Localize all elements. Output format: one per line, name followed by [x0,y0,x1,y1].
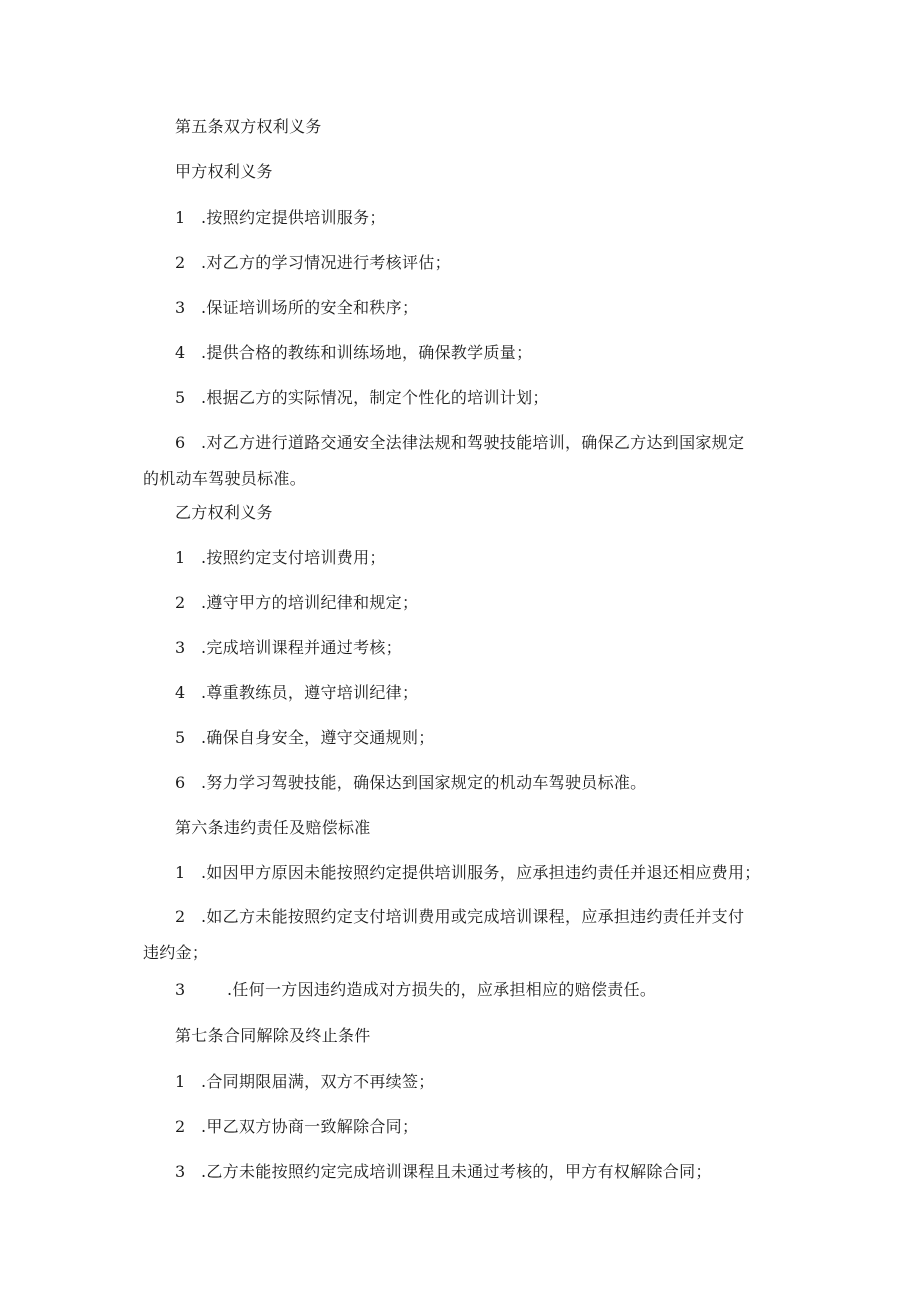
item-number: 2 [175,907,186,926]
s7-item-1 [175,1071,435,1093]
party-a-item-5 [175,387,549,409]
s7-item-2 [175,1116,418,1138]
item-text: .对乙方的学习情况进行考核评估； [201,253,451,272]
item-text: .确保自身安全，遵守交通规则； [201,728,435,747]
item-text: .尊重教练员，遵守培训纪律； [201,683,419,702]
party-b-item-2 [175,592,418,614]
item-number: 1 [175,208,186,227]
party-b-title: 乙方权利义务 [175,503,273,522]
party-b-item-3 [175,637,402,659]
item-number: 5 [175,728,186,747]
item-number: 1 [175,863,186,882]
item-number: 3 [175,980,186,999]
item-number: 2 [175,1117,186,1136]
item-text: .按照约定提供培训服务； [201,208,386,227]
item-number: 1 [175,548,186,567]
section-7-title: 第七条合同解除及终止条件 [175,1026,371,1045]
party-a-item-1 [175,207,386,229]
item-text-continued: 的机动车驾驶员标准。 [143,469,307,488]
item-text: .完成培训课程并通过考核； [201,638,402,657]
item-text: .保证培训场所的安全和秩序； [201,298,419,317]
party-a-item-3 [175,297,418,319]
party-a-item-6 [143,425,785,497]
item-number: 2 [175,593,186,612]
item-number: 4 [175,683,186,702]
item-text: .任何一方因违约造成对方损失的，应承担相应的赔偿责任。 [227,980,657,999]
item-text: .甲乙双方协商一致解除合同； [201,1117,419,1136]
item-text: .提供合格的教练和训练场地，确保教学质量； [201,343,533,362]
item-text: .遵守甲方的培训纪律和规定； [201,593,419,612]
item-text: .按照约定支付培训费用； [201,548,386,567]
party-b-item-6 [175,772,647,794]
party-a-item-2 [175,252,451,274]
party-a-title: 甲方权利义务 [175,162,273,181]
section-5-title: 第五条双方权利义务 [175,117,322,136]
item-text: .如因甲方原因未能按照约定提供培训服务，应承担违约责任并退还相应费用； [201,863,761,882]
item-number: 2 [175,253,186,272]
item-text-continued: 违约金； [143,943,209,962]
s6-item-1 [175,862,761,884]
item-number: 1 [175,1072,186,1091]
item-text: .根据乙方的实际情况，制定个性化的培训计划； [201,388,549,407]
s6-item-2 [143,899,785,971]
item-text: .努力学习驾驶技能，确保达到国家规定的机动车驾驶员标准。 [201,773,647,792]
item-number: 3 [175,1162,186,1181]
item-number: 6 [175,433,186,452]
item-text: .对乙方进行道路交通安全法律法规和驾驶技能培训，确保乙方达到国家规定 [201,433,745,452]
party-b-item-5 [175,727,435,749]
item-text: .如乙方未能按照约定支付培训费用或完成培训课程，应承担违约责任并支付 [201,907,745,926]
item-number: 6 [175,773,186,792]
item-number: 4 [175,343,186,362]
item-text: .合同期限届满，双方不再续签； [201,1072,435,1091]
item-number: 3 [175,638,186,657]
s7-item-3 [175,1161,712,1183]
party-a-item-4 [175,342,532,364]
item-text: .乙方未能按照约定完成培训课程且未通过考核的，甲方有权解除合同； [201,1162,712,1181]
item-number: 3 [175,298,186,317]
party-b-item-4 [175,682,418,704]
s6-item-3 [175,979,656,1001]
party-b-item-1 [175,547,386,569]
item-number: 5 [175,388,186,407]
section-6-title: 第六条违约责任及赔偿标准 [175,818,371,837]
